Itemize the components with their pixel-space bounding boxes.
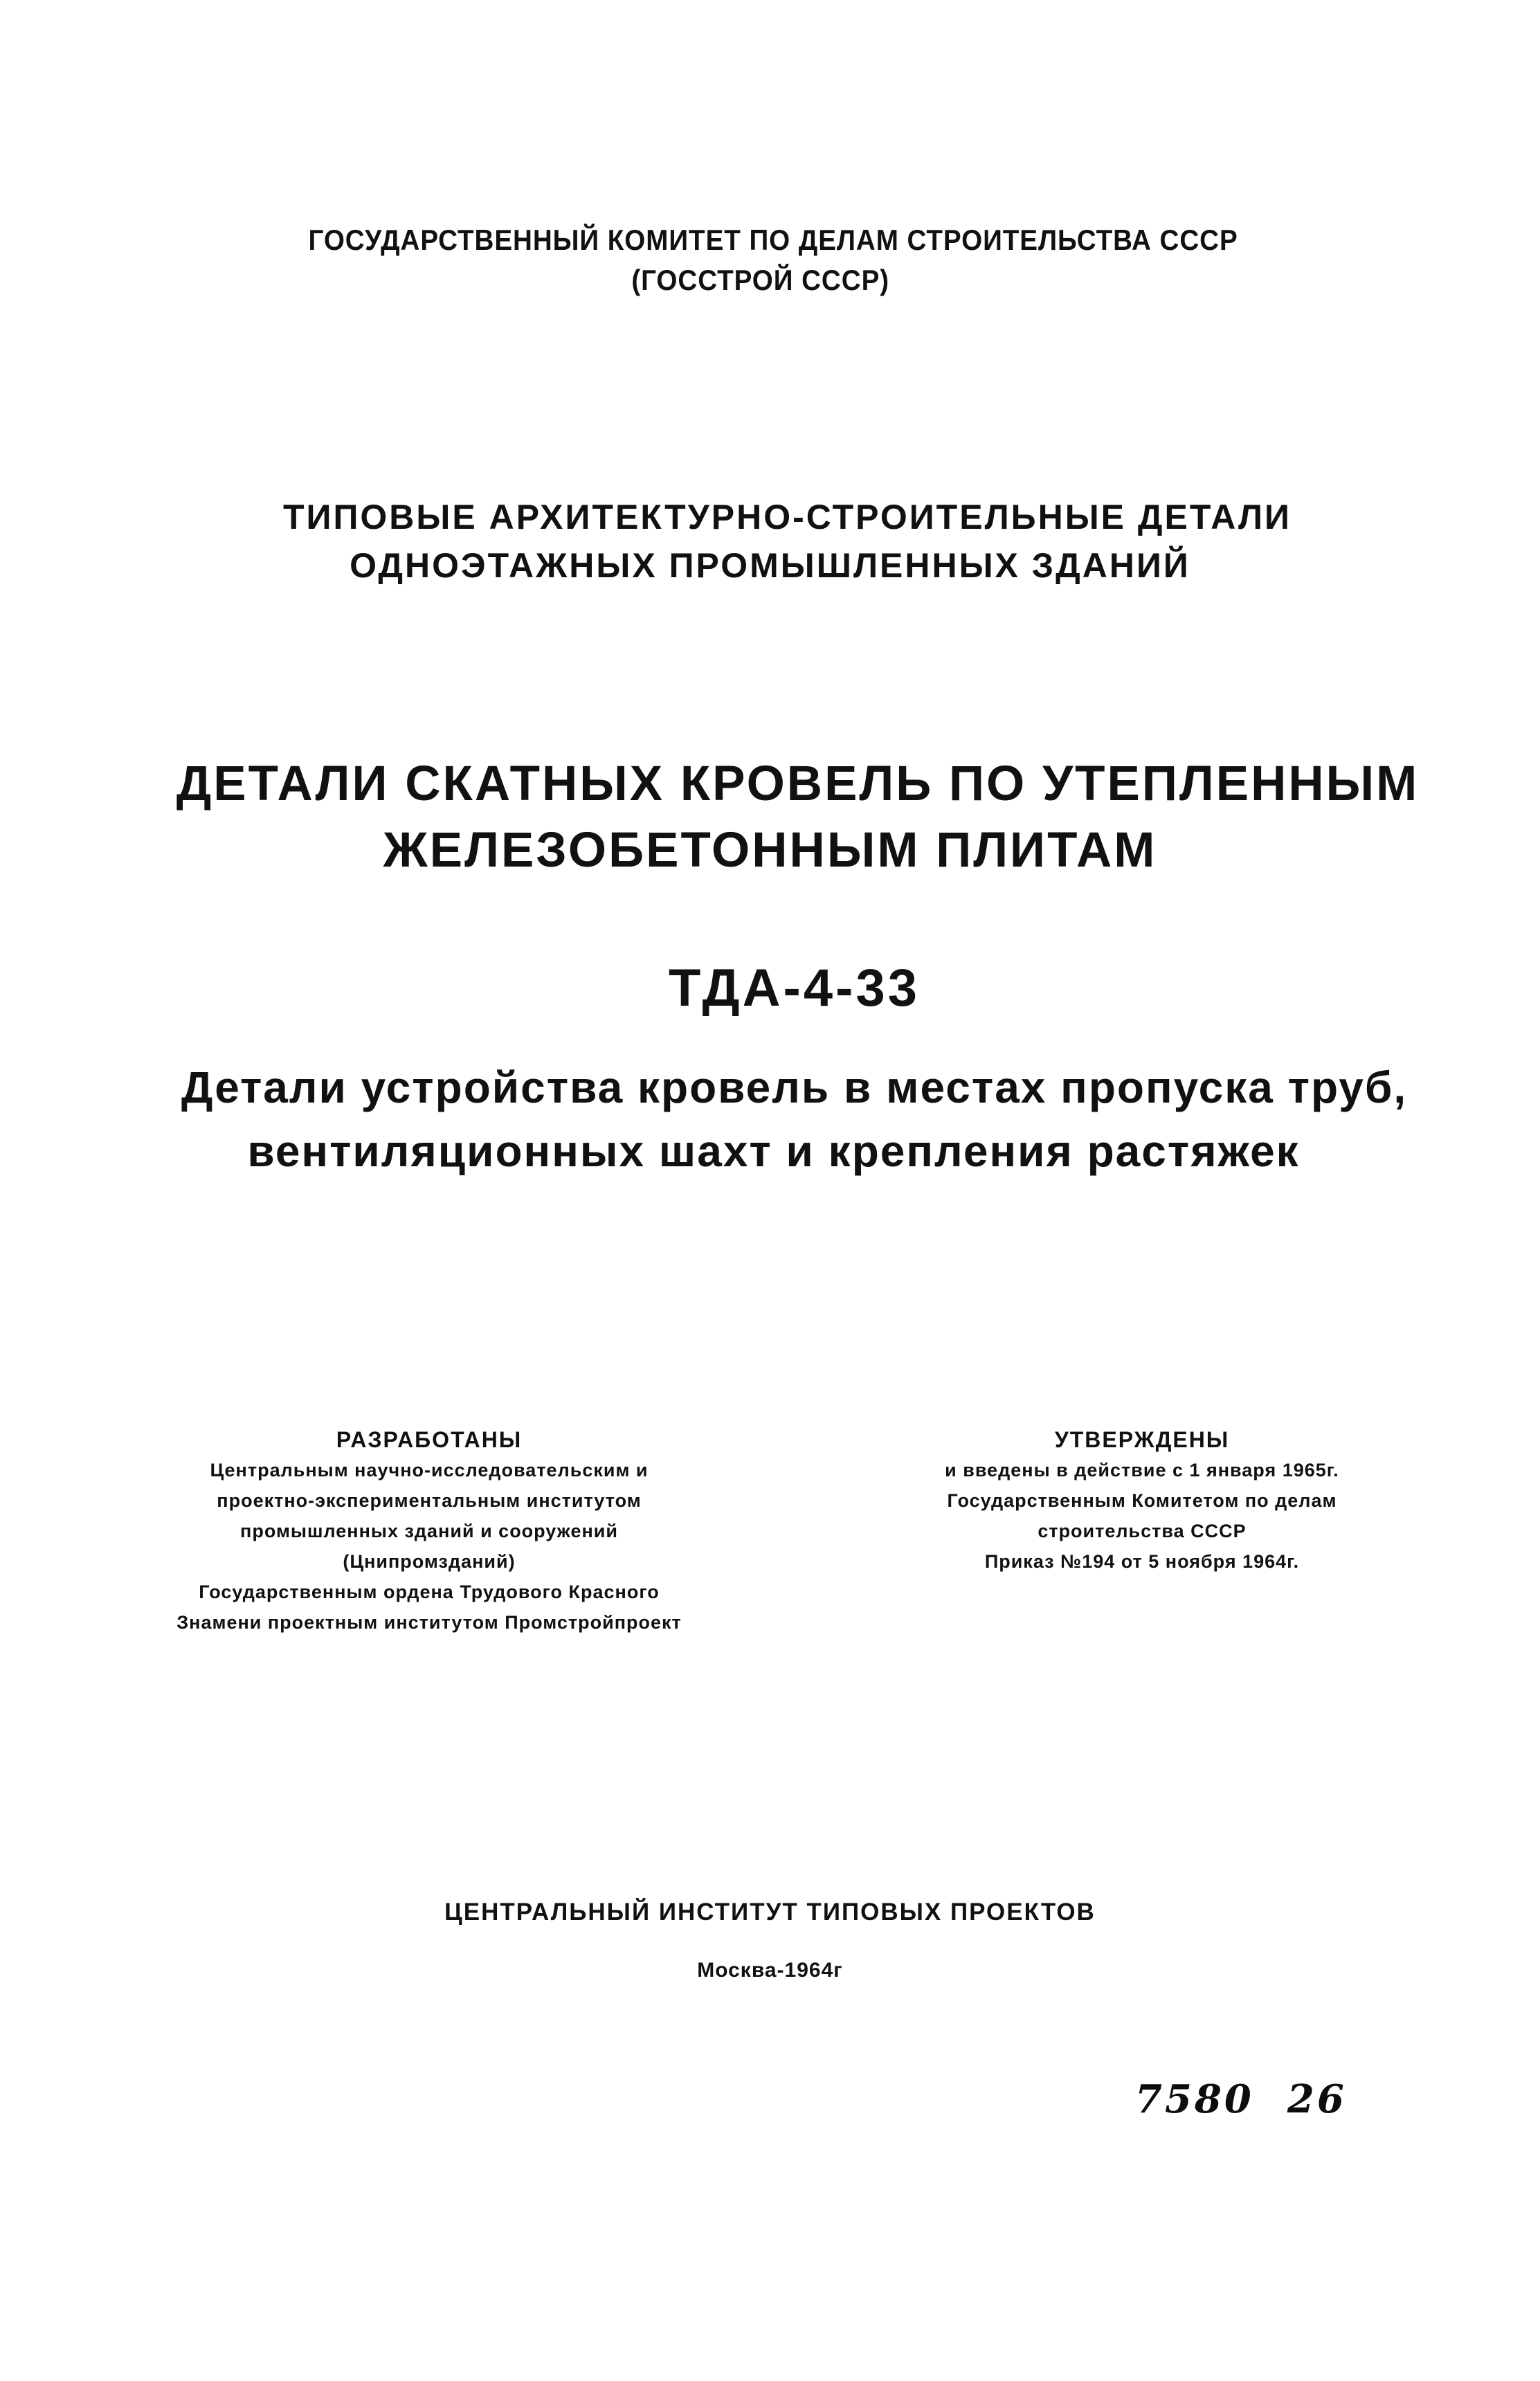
document-code-text: ТДА-4-33 <box>669 959 920 1017</box>
agency-abbreviation: (ГОССТРОЙ СССР) <box>631 264 890 296</box>
publisher-name <box>0 1895 1540 1930</box>
developed-line: промышленных зданий и сооружений <box>240 1521 618 1541</box>
developed-line: Государственным ордена Трудового Красного <box>199 1582 660 1602</box>
main-title <box>0 751 1540 884</box>
handwritten-archive-note <box>1135 2075 1398 2124</box>
approved-block <box>879 1424 1405 1577</box>
developed-line: Центральным научно-исследовательским и <box>210 1460 649 1481</box>
publisher-name-text: ЦЕНТРАЛЬНЫЙ ИНСТИТУТ ТИПОВЫХ ПРОЕКТОВ <box>444 1899 1096 1926</box>
publication-place-year <box>0 1955 1540 1986</box>
series-title <box>0 493 1540 590</box>
main-title-line-2: ЖЕЛЕЗОБЕТОННЫМ ПЛИТАМ <box>383 823 1157 878</box>
developed-by-block <box>97 1424 761 1638</box>
series-title-line-2: ОДНОЭТАЖНЫХ ПРОМЫШЛЕННЫХ ЗДАНИЙ <box>350 546 1190 585</box>
approved-line: строительства СССР <box>1038 1521 1247 1541</box>
main-title-line-1: ДЕТАЛИ СКАТНЫХ КРОВЕЛЬ ПО УТЕПЛЕННЫМ <box>176 757 1420 811</box>
agency-name: ГОСУДАРСТВЕННЫЙ КОМИТЕТ ПО ДЕЛАМ СТРОИТЕЛЬСТВА СССР <box>308 224 1238 256</box>
subtitle <box>0 1056 1540 1183</box>
publication-place-year-text: Москва-1964г <box>697 1959 843 1982</box>
document-code <box>0 955 1540 1022</box>
series-title-line-1: ТИПОВЫЕ АРХИТЕКТУРНО-СТРОИТЕЛЬНЫЕ ДЕТАЛИ <box>283 498 1292 536</box>
developed-line: проектно-экспериментальным институтом <box>217 1490 642 1511</box>
approved-line: и введены в действие с 1 января 1965г. <box>945 1460 1339 1481</box>
issuing-agency <box>62 220 1478 300</box>
approved-line: Приказ №194 от 5 ноября 1964г. <box>984 1551 1300 1572</box>
handwritten-copies: 26 <box>1287 2076 1347 2122</box>
developed-line: (Цнипромзданий) <box>343 1551 516 1572</box>
approved-line: Государственным Комитетом по делам <box>947 1490 1337 1511</box>
subtitle-line-1: Детали устройства кровель в местах пропуска труб, <box>181 1062 1408 1112</box>
approved-heading: УТВЕРЖДЕНЫ <box>1054 1427 1230 1452</box>
subtitle-line-2: вентиляционных шахт и крепления растяжек <box>247 1126 1300 1176</box>
developed-heading: РАЗРАБОТАНЫ <box>336 1427 523 1452</box>
developed-line: Знамени проектным институтом Промстройпроект <box>176 1612 682 1633</box>
handwritten-number: 7580 <box>1135 2076 1254 2122</box>
